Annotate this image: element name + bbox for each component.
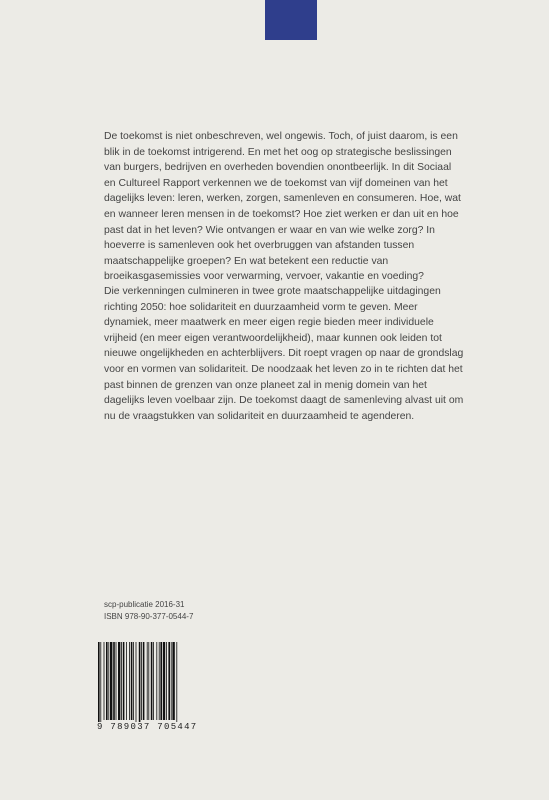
barcode-digits: 9 789037 705447 — [97, 722, 203, 732]
barcode-bar — [147, 642, 148, 720]
barcode-bar — [106, 642, 108, 720]
barcode-bar — [113, 642, 115, 720]
barcode-bar — [153, 642, 154, 720]
barcode-bar — [136, 642, 137, 726]
barcode-bar — [171, 642, 172, 720]
body-paragraph-1: De toekomst is niet onbeschreven, wel ongewis. Toch, of juist daarom, is een blik in de toekomst intrigerend. En met het oog op strategische beslissingen van burgers, bedrijven en overheden bovendien onontbeerlijk. In dit Sociaal en Cultureel Rapport verkennen we de toekomst van vijf domeinen van het dagelijks leven: leren, werken, zorgen, samenleven en consumeren. Hoe, wat en wanneer leren mensen in de toekomst? Hoe ziet werken er dan uit en hoe past dat in het leven? Wie ontvangen er waar en van wie welke zorg? In hoeverre is samenleven ook het overbruggen van afstanden tussen maatschappelijke groepen? En wat betekent een reductie van broeikasgasemissies voor verwarming, vervoer, vakantie en voeding? — [104, 131, 461, 283]
barcode-bar — [118, 642, 120, 720]
barcode-bar — [129, 642, 130, 720]
barcode-bar — [151, 642, 153, 720]
cover-accent-tab — [265, 0, 317, 40]
barcode-bar — [110, 642, 112, 720]
barcode-bar — [98, 642, 100, 726]
barcode-bar — [133, 642, 134, 720]
barcode-bar — [156, 642, 157, 720]
barcode-bar — [166, 642, 167, 720]
barcode-bar — [116, 642, 117, 720]
barcode-bar — [123, 642, 125, 720]
barcode-bar — [148, 642, 149, 720]
barcode-bar — [160, 642, 162, 720]
body-paragraph-2: Die verkenningen culmineren in twee grote maatschappelijke uitdagingen richting 2050: hoe solidariteit en duurzaamheid vorm te geven. Meer dynamiek, meer maatwerk en meer eigen regie bieden meer individuele vrijheid (en meer eigen verantwoordelijkheid), maar kunnen ook leiden tot nieuwe ongelijkheden en achterblijvers. Dit roept vragen op naar de grondslag voor en vormen van solidariteit. De noodzaak het leven zo in te richten dat het past binnen de grenzen van onze planeet zal in menig domein van het dagelijks leven voelbaar zijn. De toekomst daagt de samenleving alvast uit om nu de vraagstukken van solidariteit en duurzaamheid te agenderen. — [104, 286, 464, 422]
isbn-text: ISBN 978-90-377-0544-7 — [104, 612, 194, 621]
barcode-bar — [139, 642, 141, 726]
barcode-bar — [172, 642, 174, 720]
barcode-bar — [143, 642, 145, 720]
barcode-bar — [104, 642, 105, 720]
barcode-bar — [168, 642, 170, 720]
isbn-barcode — [97, 642, 203, 732]
barcode-bar — [100, 642, 101, 726]
publication-number: scp-publicatie 2016-31 — [104, 600, 185, 609]
barcode-bars — [97, 642, 203, 726]
barcode-bar — [131, 642, 133, 720]
barcode-bar — [163, 642, 165, 720]
barcode-bar — [159, 642, 160, 720]
barcode-bar — [108, 642, 109, 720]
barcode-bar — [126, 642, 127, 720]
barcode-bar — [141, 642, 142, 720]
barcode-bar — [121, 642, 122, 720]
barcode-bar — [176, 642, 177, 726]
